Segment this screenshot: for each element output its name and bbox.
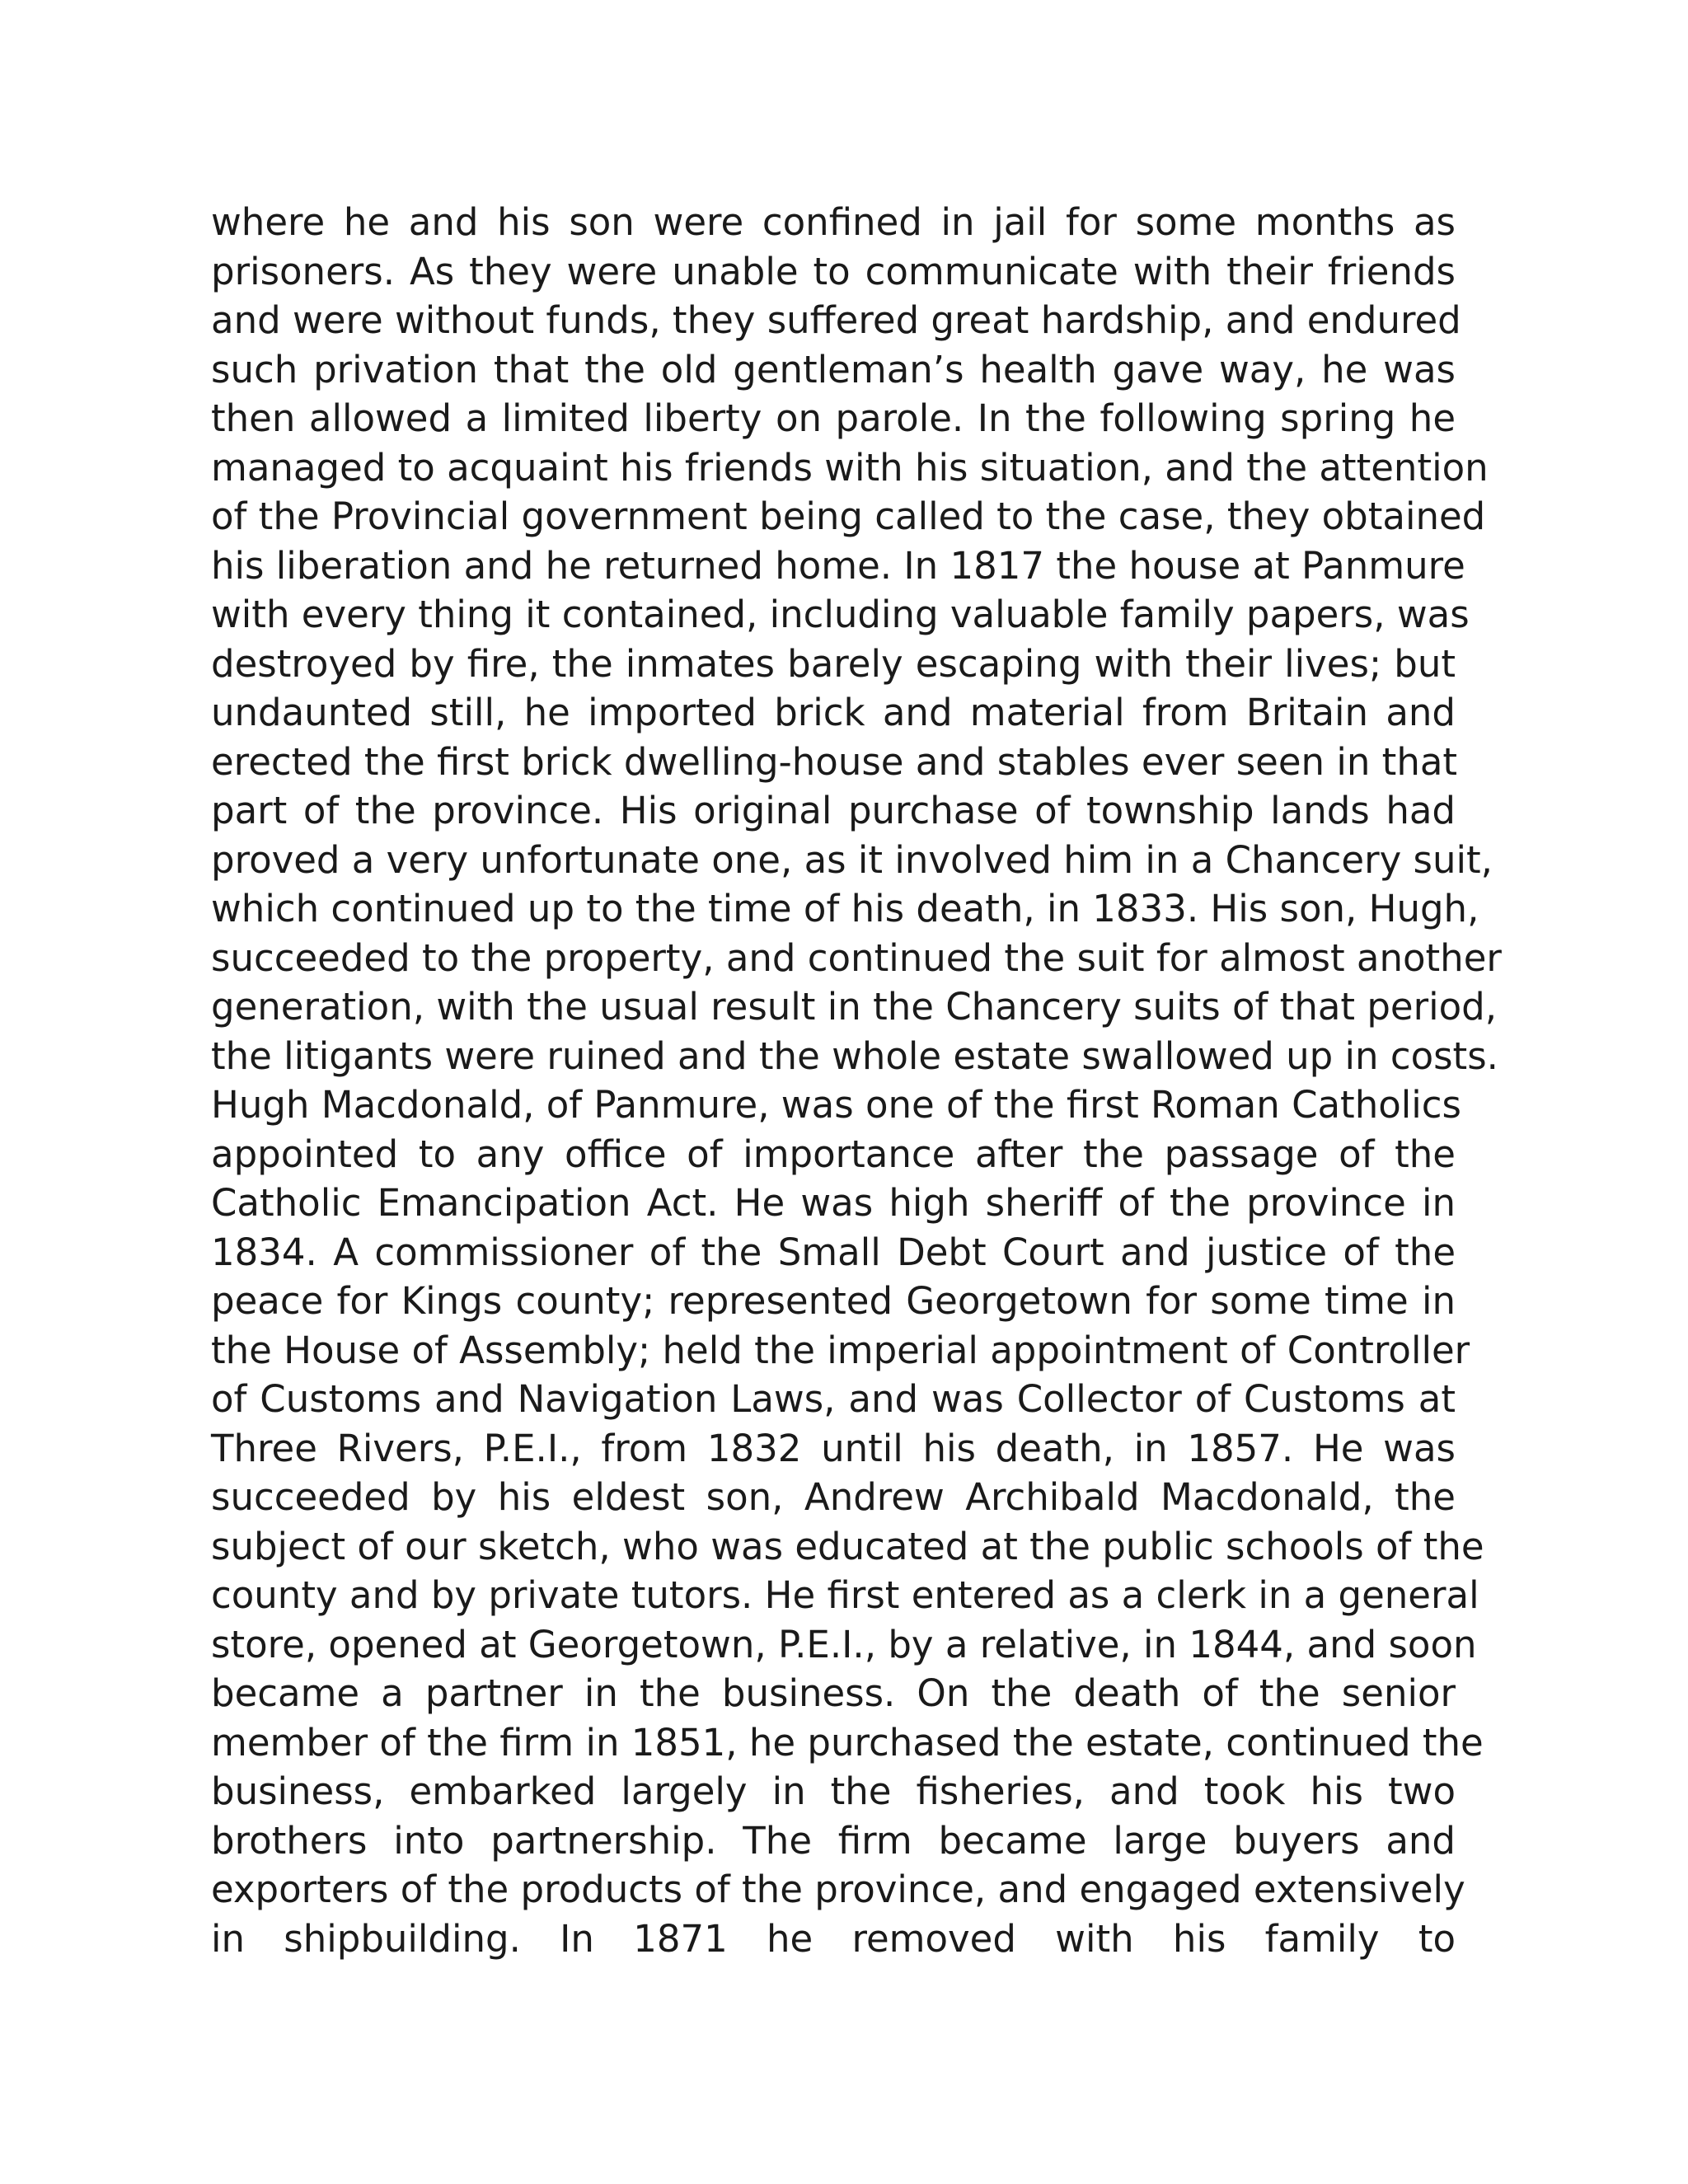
text-line: the House of Assembly; held the imperial appointment of Controller (211, 1328, 1470, 1372)
text-line: where he and his son were confined in jail for some months as (211, 200, 1456, 244)
body-text (211, 198, 1502, 1963)
text-line: succeeded to the property, and continued the suit for almost another (211, 935, 1502, 980)
text-line: succeeded by his eldest son, Andrew Archibald Macdonald, the (211, 1475, 1456, 1519)
text-line: member of the firm in 1851, he purchased the estate, continued the (211, 1720, 1484, 1765)
text-line: appointed to any office of importance after the passage of the (211, 1132, 1456, 1176)
text-line: county and by private tutors. He first entered as a clerk in a general (211, 1573, 1479, 1617)
text-line: generation, with the usual result in the Chancery suits of that period, (211, 985, 1498, 1029)
text-line: his liberation and he returned home. In 1817 the house at Panmure (211, 543, 1465, 588)
text-line: managed to acquaint his friends with his situation, and the attention (211, 445, 1489, 490)
text-line: business, embarked largely in the fisheries, and took his two (211, 1769, 1456, 1813)
text-line: of Customs and Navigation Laws, and was Collector of Customs at (211, 1377, 1456, 1421)
text-line: prisoners. As they were unable to communicate with their friends (211, 249, 1456, 293)
text-line: Catholic Emancipation Act. He was high sheriff of the province in (211, 1181, 1456, 1225)
text-line: in shipbuilding. In 1871 he removed with his family to (211, 1916, 1456, 1961)
text-line: became a partner in the business. On the death of the senior (211, 1671, 1456, 1715)
text-line: Three Rivers, P.E.I., from 1832 until his death, in 1857. He was (211, 1426, 1456, 1470)
text-line: peace for Kings county; represented Georgetown for some time in (211, 1279, 1456, 1323)
text-line: such privation that the old gentleman’s health gave way, he was (211, 347, 1456, 391)
text-line: part of the province. His original purchase of township lands had (211, 789, 1456, 832)
text-line: destroyed by fire, the inmates barely escaping with their lives; but (211, 641, 1456, 686)
text-line: brothers into partnership. The firm became large buyers and (211, 1818, 1456, 1863)
text-line: 1834. A commissioner of the Small Debt Court and justice of the (211, 1230, 1456, 1274)
text-line: undaunted still, he imported brick and material from Britain and (211, 691, 1456, 734)
text-line: exporters of the products of the province, and engaged extensively (211, 1868, 1465, 1911)
text-line: with every thing it contained, including valuable family papers, was (211, 593, 1470, 636)
text-line: then allowed a limited liberty on parole. In the following spring he (211, 396, 1456, 440)
text-line: proved a very unfortunate one, as it involved him in a Chancery suit, (211, 837, 1493, 882)
text-line: the litigants were ruined and the whole estate swallowed up in costs. (211, 1033, 1498, 1078)
text-line: subject of our sketch, who was educated at the public schools of the (211, 1524, 1484, 1568)
text-line: store, opened at Georgetown, P.E.I., by a relative, in 1844, and soon (211, 1622, 1477, 1666)
text-line: erected the first brick dwelling-house and stables ever seen in that (211, 739, 1458, 784)
text-line: and were without funds, they suffered great hardship, and endured (211, 298, 1461, 342)
text-line: of the Provincial government being called to the case, they obtained (211, 494, 1486, 538)
text-line: Hugh Macdonald, of Panmure, was one of the first Roman Catholics (211, 1083, 1461, 1127)
text-line: which continued up to the time of his death, in 1833. His son, Hugh, (211, 887, 1479, 930)
